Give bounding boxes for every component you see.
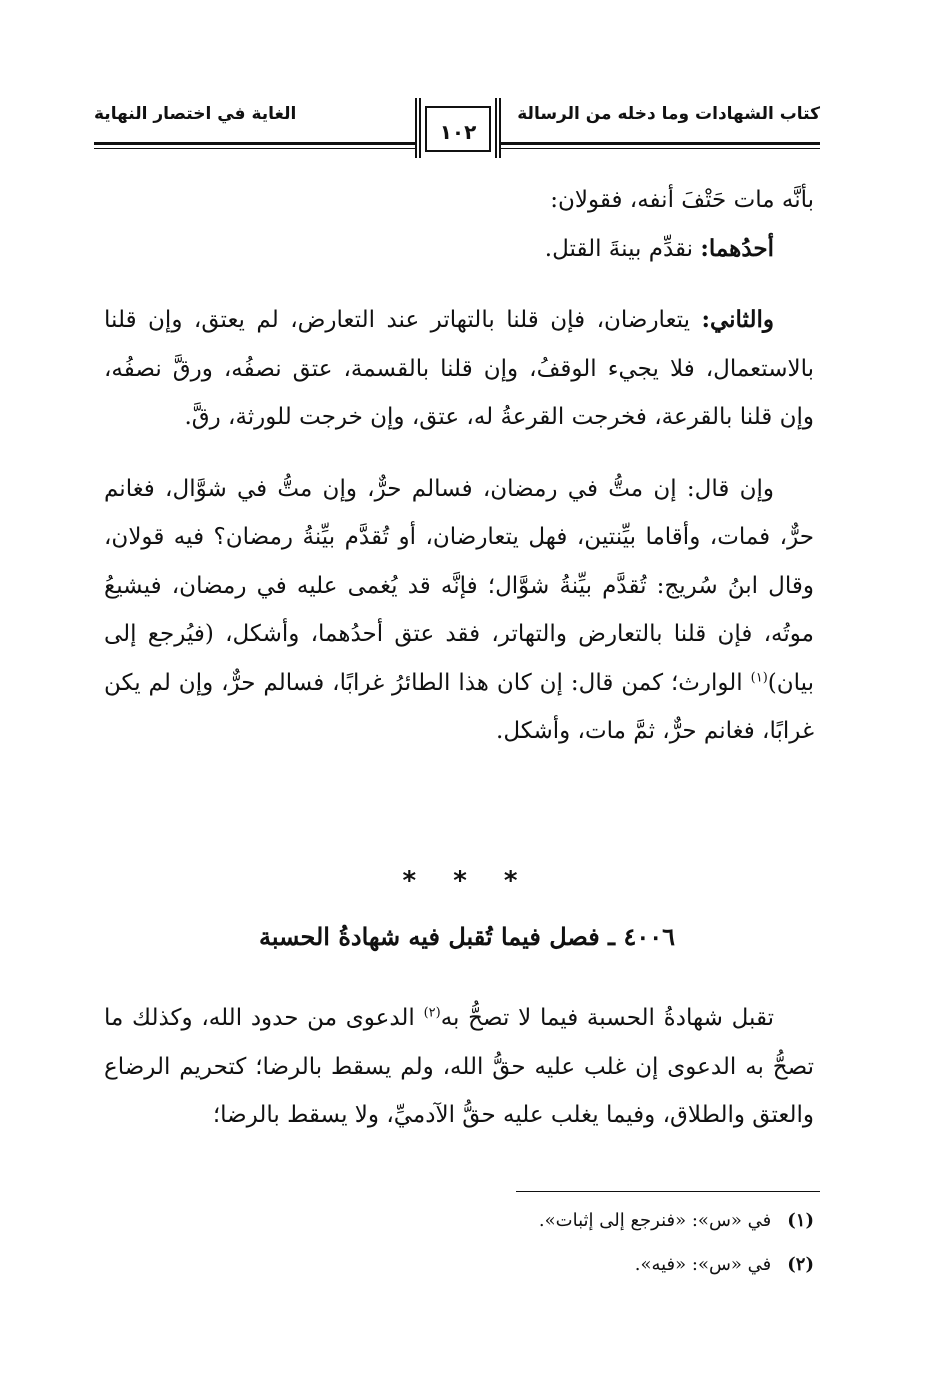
paragraph: بأنَّه مات حَتْفَ أنفه، فقولان: <box>550 187 814 213</box>
bold-label: أحدُهما: <box>700 234 774 262</box>
running-header <box>94 98 820 154</box>
book-title: الغاية في اختصار النهاية <box>94 104 297 124</box>
footnote-ref[interactable]: (٢) <box>423 1005 441 1021</box>
footnote <box>539 1210 814 1231</box>
section-text <box>104 994 814 1140</box>
footnote-text: في «س»: «فنرجع إلى إثبات». <box>538 1210 772 1231</box>
paragraph-text: وإن قال: إن متُّ في رمضان، فسالم حرٌّ، وإن متُّ في شوَّال، فغانم حرٌّ، فمات، وأقاما بيِّنتين، فهل يتعارضان، أو تُقدَّم بيِّنةُ رمضان؟ فيه قولان، وقال ابنُ سُريج: تُقدَّم بيِّنةُ شوَّال؛ فإنَّه قد يُغمى عليه في رمضان، فيشيعُ موتُه، فإن قلنا بالتعارض والتهاتر، فقد عتق أحدُهما، وأشكل، (فيُرجع إلى بيان) <box>104 475 814 696</box>
paragraph-text: تقبل شهادةُ الحسبة فيما لا تصحُّ به <box>440 1005 774 1031</box>
footnote-ref[interactable]: (١) <box>750 669 768 685</box>
section-separator: * * * <box>402 866 532 896</box>
footnote-number: (٢) <box>787 1254 814 1275</box>
paragraph <box>104 296 814 442</box>
paragraph-text: يتعارضان، فإن قلنا بالتهاتر عند التعارض، لم يعتق، وإن قلنا بالاستعمال، فلا يجيء الوقفُ، وإن قلنا بالقسمة، عتق نصفُه، ورقَّ نصفُه، وإن قلنا بالقرعة، فخرجت القرعةُ له، عتق، وإن خرجت للورثة، رقَّ. <box>104 307 814 430</box>
paragraph-text: الدعوى من حدود الله، وكذلك ما تصحُّ به الدعوى إن غلب عليه حقُّ الله، ولم يسقط بالرضا؛ كتحريم الرضاع والعتق والطلاق، وفيما يغلب عليه حقُّ الآدميِّ، ولا يسقط بالرضا؛ <box>104 1005 814 1128</box>
footnote <box>635 1254 814 1275</box>
footnote-text: في «س»: «فيه». <box>634 1254 772 1275</box>
footnote-rule <box>516 1191 820 1192</box>
section-heading: ٤٠٠٦ ـ فصل فيما تُقبل فيه شهادةُ الحسبة <box>258 922 675 951</box>
paragraph <box>104 994 814 1140</box>
paragraph-text: نقدِّم بينةَ القتل. <box>544 235 701 262</box>
footnote-number: (١) <box>787 1210 814 1231</box>
page-number-frame <box>415 98 501 158</box>
paragraph <box>104 465 814 756</box>
book-chapter-title: كتاب الشهادات وما دخله من الرسالة <box>517 104 820 124</box>
main-text <box>104 176 814 756</box>
paragraph-text: الوارث؛ كمن قال: إن كان هذا الطائرُ غرابًا، فسالم حرٌّ، وإن لم يكن غرابًا، فغانم حرٌّ، ثمَّ مات، وأشكل. <box>104 669 814 744</box>
paragraph <box>104 225 814 274</box>
bold-label: والثاني: <box>701 306 774 333</box>
page-number: ١٠٢ <box>439 120 477 144</box>
